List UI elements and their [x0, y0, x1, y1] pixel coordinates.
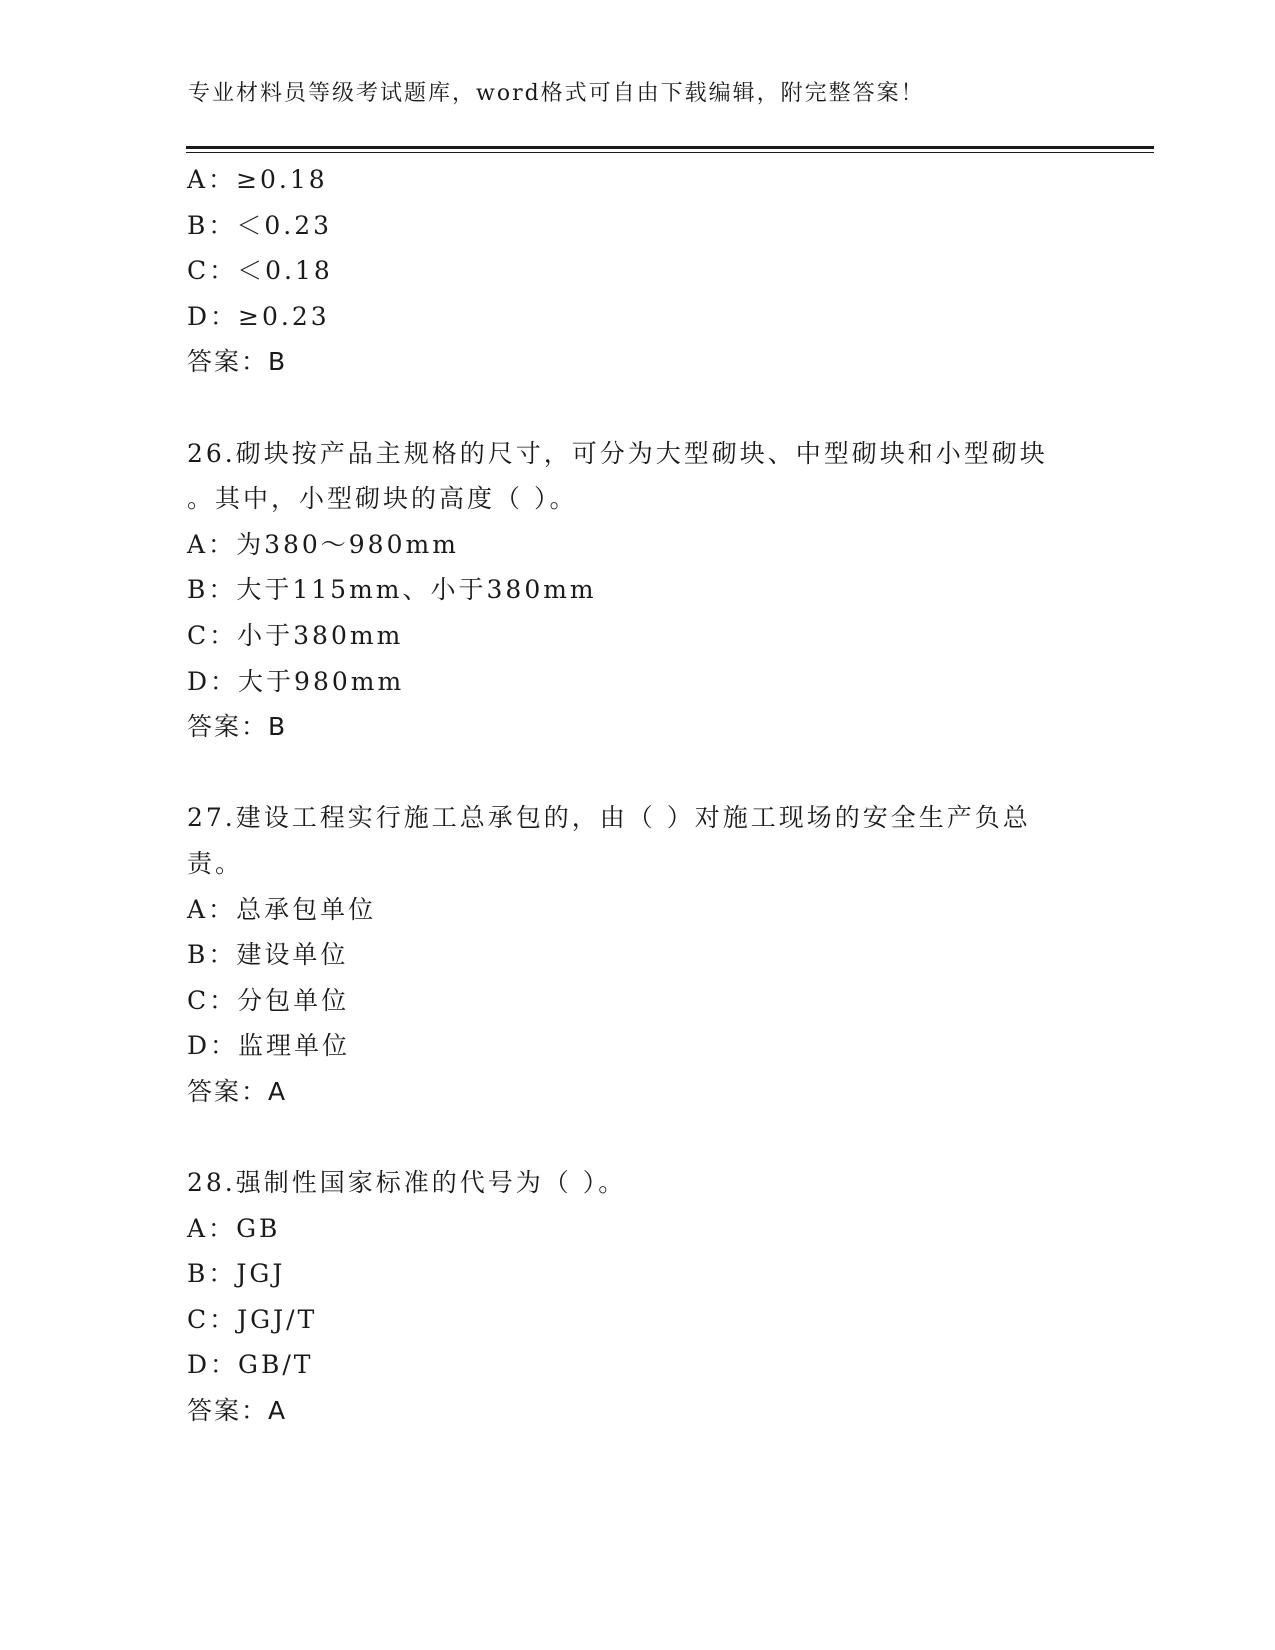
page-header: 专业材料员等级考试题库，word格式可自由下载编辑，附完整答案！ — [188, 81, 925, 106]
option-d: D：监理单位 — [187, 1031, 351, 1061]
header-rule-thick — [186, 146, 1154, 149]
option-c: C：分包单位 — [187, 985, 350, 1015]
question-26 — [187, 431, 1087, 750]
answer-line: 答案：A — [187, 1076, 288, 1106]
question-stem: 27.建设工程实行施工总承包的，由（ ）对施工现场的安全生产负总 — [187, 803, 1031, 833]
option-b: B：建设单位 — [187, 940, 349, 970]
question-prev — [187, 157, 1087, 385]
option-c: C：JGJ/T — [187, 1304, 318, 1334]
option-b: B：大于115mm、小于380mm — [187, 575, 597, 605]
option-b: B：JGJ — [187, 1259, 286, 1289]
option-a: A：GB — [187, 1213, 281, 1243]
option-c: C：＜0.18 — [187, 256, 333, 286]
header-rule-thin — [186, 152, 1154, 153]
option-d: D：≥0.23 — [187, 301, 330, 331]
option-c: C：小于380mm — [187, 620, 404, 650]
question-stem-continued: 。其中，小型砌块的高度（ ）。 — [187, 484, 578, 514]
question-list — [187, 157, 1087, 1434]
question-stem-continued: 责。 — [187, 848, 244, 878]
question-27 — [187, 795, 1087, 1114]
question-28 — [187, 1160, 1087, 1434]
option-a: A：为380～980mm — [187, 529, 459, 559]
question-stem: 28.强制性国家标准的代号为（ ）。 — [187, 1168, 627, 1198]
answer-line: 答案：A — [187, 1396, 288, 1426]
option-a: A：≥0.18 — [187, 165, 328, 194]
answer-line: 答案：B — [187, 712, 288, 742]
option-d: D：大于980mm — [187, 666, 405, 696]
question-stem: 26.砌块按产品主规格的尺寸，可分为大型砌块、中型砌块和小型砌块 — [187, 438, 1048, 468]
option-b: B：＜0.23 — [187, 210, 333, 240]
answer-line: 答案：B — [187, 347, 288, 377]
option-a: A：总承包单位 — [187, 894, 377, 924]
option-d: D：GB/T — [187, 1350, 314, 1380]
